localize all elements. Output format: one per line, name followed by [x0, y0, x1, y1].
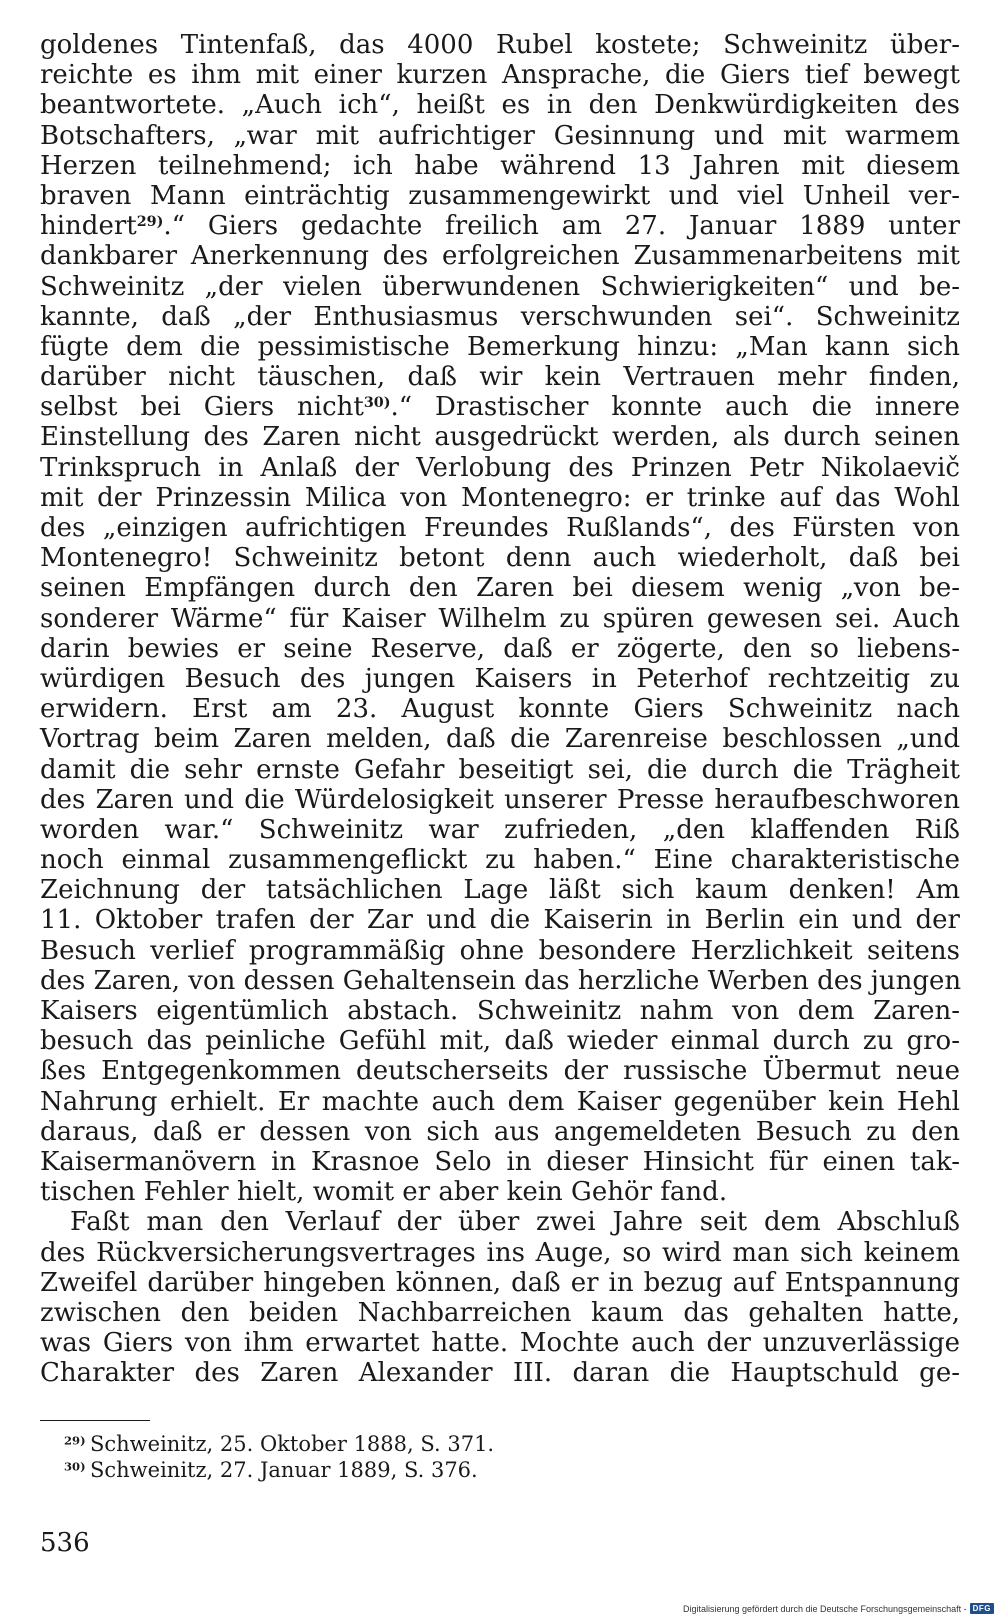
- text-line: Kaisermanövern in Krasnoe Selo in dieser Hinsicht für einen tak-: [40, 1146, 960, 1177]
- body-text: [40, 30, 960, 1388]
- text-line: dankbarer Anerkennung des erfolgreichen Zusammenarbeitens mit: [40, 241, 960, 272]
- text-line: besuch das peinliche Gefühl mit, daß wieder einmal durch zu gro-: [40, 1026, 960, 1057]
- text-line: Herzen teilnehmend; ich habe während 13 Jahren mit diesem: [40, 150, 960, 181]
- text-line: seinen Empfängen durch den Zaren bei diesem wenig „von be-: [40, 573, 960, 604]
- text-line: Montenegro! Schweinitz betont denn auch wiederholt, daß bei: [40, 543, 960, 574]
- footnote-ref-30: 30): [363, 395, 391, 412]
- footnote-number: 29): [64, 1433, 86, 1448]
- footnote-29: [64, 1431, 764, 1457]
- text-line: Schweinitz „der vielen überwundenen Schwierigkeiten“ und be-: [40, 271, 960, 302]
- text-line: Vortrag beim Zaren melden, daß die Zarenreise beschlossen „und: [40, 724, 960, 755]
- footnote-number: 30): [64, 1459, 86, 1474]
- text-line: darin bewies er seine Reserve, daß er zögerte, den so liebens-: [40, 633, 960, 664]
- text-line: kannte, daß „der Enthusiasmus verschwunden sei“. Schweinitz: [40, 301, 960, 332]
- paragraph-start-line: Faßt man den Verlauf der über zwei Jahre seit dem Abschluß: [70, 1207, 960, 1238]
- paragraph-end-line: tischen Fehler hielt, womit er aber kein Gehör fand.: [40, 1177, 728, 1208]
- text-line: würdigen Besuch des jungen Kaisers in Peterhof rechtzeitig zu: [40, 663, 960, 694]
- footnote-text: Schweinitz, 27. Januar 1889, S. 376.: [90, 1458, 478, 1482]
- text-line: reichte es ihm mit einer kurzen Ansprache, die Giers tief bewegt: [40, 60, 960, 91]
- text-line: goldenes Tintenfaß, das 4000 Rubel kostete; Schweinitz über-: [40, 30, 960, 60]
- text-line-with-footnote-ref: [40, 211, 960, 241]
- page-number: 536: [40, 1528, 90, 1558]
- text-line: darüber nicht täuschen, daß wir kein Vertrauen mehr finden,: [40, 362, 960, 393]
- footnote-30: [64, 1457, 764, 1483]
- text-line: beantwortete. „Auch ich“, heißt es in den Denkwürdigkeiten des: [40, 90, 960, 121]
- credit-text: Digitalisierung gefördert durch die Deutsche Forschungsgemeinschaft -: [682, 1603, 967, 1614]
- text-line: braven Mann einträchtig zusammengewirkt und viel Unheil ver-: [40, 180, 960, 211]
- text-line: Charakter des Zaren Alexander III. daran die Hauptschuld ge-: [40, 1358, 960, 1389]
- text-line: Zeichnung der tatsächlichen Lage läßt sich kaum denken! Am: [40, 875, 960, 906]
- text-line: erwidern. Erst am 23. August konnte Giers Schweinitz nach: [40, 694, 960, 725]
- text-line: Botschafters, „war mit aufrichtiger Gesinnung und mit warmem: [40, 120, 960, 151]
- text-line: mit der Prinzessin Milica von Montenegro: er trinke auf das Wohl: [40, 482, 960, 513]
- dfg-logo-icon: DFG: [970, 1603, 994, 1614]
- text-line: Einstellung des Zaren nicht ausgedrückt werden, als durch seinen: [40, 422, 960, 453]
- text-line: damit die sehr ernste Gefahr beseitigt sei, die durch die Trägheit: [40, 754, 960, 785]
- digitization-credit: [683, 1603, 994, 1614]
- text-line: fügte dem die pessimistische Bemerkung hinzu: „Man kann sich: [40, 331, 960, 362]
- text-fragment: .“ Giers gedachte freilich am 27. Januar 1889 unter: [163, 211, 960, 242]
- text-line: 11. Oktober trafen der Zar und die Kaiserin in Berlin ein und der: [40, 905, 960, 936]
- text-fragment: .“ Drastischer konnte auch die innere: [390, 392, 960, 423]
- footnote-divider: [40, 1420, 150, 1421]
- text-line: des „einzigen aufrichtigen Freundes Rußlands“, des Fürsten von: [40, 513, 960, 543]
- text-line: sonderer Wärme“ für Kaiser Wilhelm zu spüren gewesen sei. Auch: [40, 603, 960, 634]
- text-line: daraus, daß er dessen von sich aus angemeldeten Besuch zu den: [40, 1116, 960, 1147]
- footnotes: [64, 1431, 764, 1483]
- text-line: Zweifel darüber hingeben können, daß er in bezug auf Entspannung: [40, 1267, 960, 1298]
- text-line: worden war.“ Schweinitz war zufrieden, „den klaffenden Riß: [40, 814, 960, 845]
- text-line: des Rückversicherungsvertrages ins Auge, so wird man sich keinem: [40, 1237, 960, 1268]
- footnote-text: Schweinitz, 25. Oktober 1888, S. 371.: [90, 1432, 495, 1456]
- text-line: was Giers von ihm erwartet hatte. Mochte auch der unzuverlässige: [40, 1328, 960, 1359]
- text-line: des Zaren, von dessen Gehaltensein das herzliche Werben des jungen: [40, 965, 962, 996]
- text-line: Kaisers eigentümlich abstach. Schweinitz nahm von dem Zaren-: [40, 996, 960, 1026]
- text-line: ßes Entgegenkommen deutscherseits der russische Übermut neue: [40, 1056, 960, 1087]
- text-line: zwischen den beiden Nachbarreichen kaum das gehalten hatte,: [40, 1297, 960, 1328]
- text-line: Trinkspruch in Anlaß der Verlobung des Prinzen Petr Nikolaevič: [40, 452, 960, 483]
- text-line: des Zaren und die Würdelosigkeit unserer Presse heraufbeschworen: [40, 784, 960, 815]
- text-fragment: selbst bei Giers nicht: [40, 392, 364, 423]
- text-line: Nahrung erhielt. Er machte auch dem Kaiser gegenüber kein Hehl: [40, 1086, 960, 1117]
- text-line: noch einmal zusammengeflickt zu haben.“ Eine charakteristische: [40, 845, 960, 876]
- text-fragment: hindert: [40, 211, 137, 242]
- text-line-with-footnote-ref: [40, 392, 960, 422]
- footnote-ref-29: 29): [136, 214, 164, 231]
- text-line: Besuch verlief programmäßig ohne besondere Herzlichkeit seitens: [40, 935, 960, 966]
